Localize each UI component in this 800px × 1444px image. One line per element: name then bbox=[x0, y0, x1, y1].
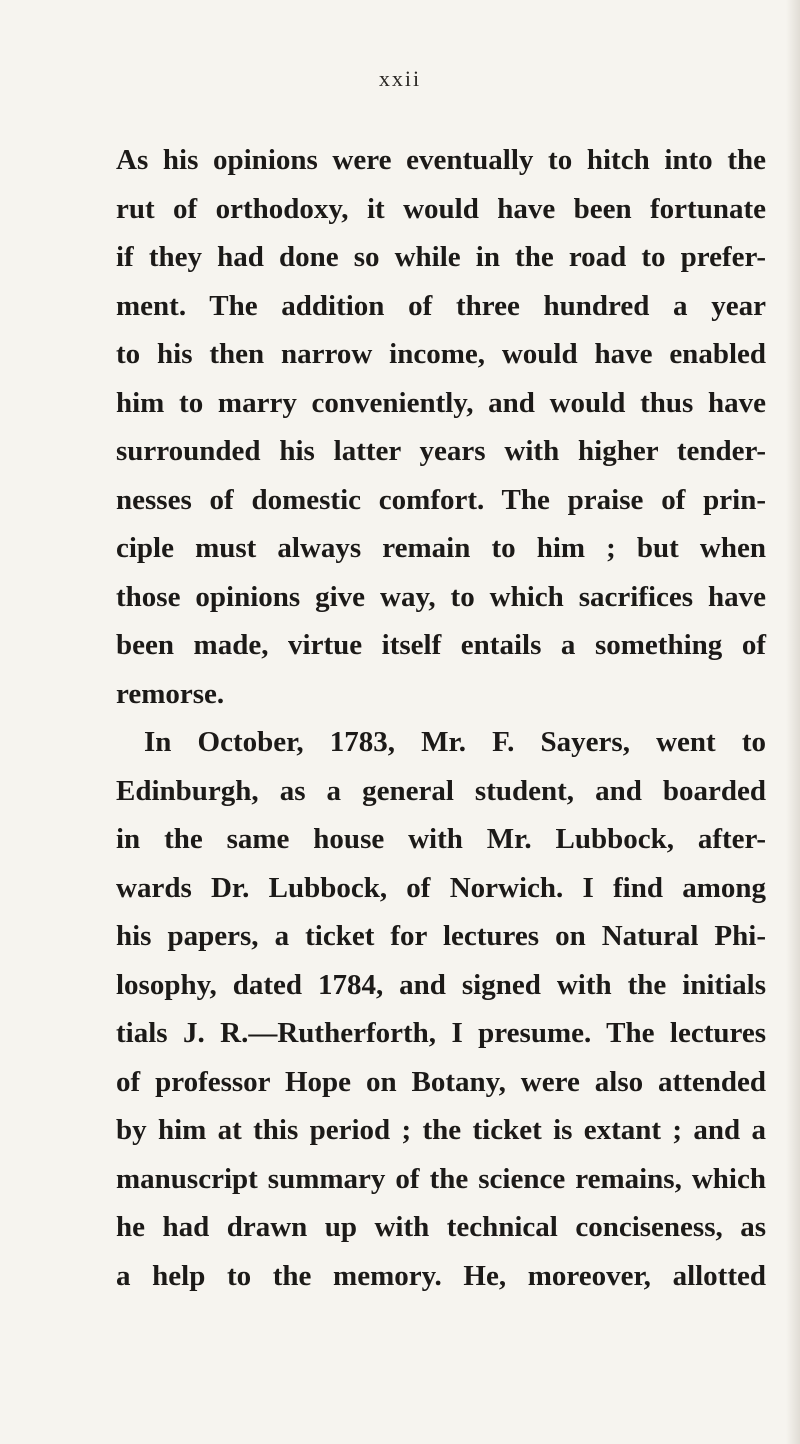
text-line: his papers, a ticket for lectures on Natural Phi- bbox=[116, 920, 766, 952]
text-line: he had drawn up with technical conciseness, as bbox=[116, 1211, 766, 1243]
text-line: wards Dr. Lubbock, of Norwich. I find among bbox=[116, 871, 766, 904]
text-line: if they had done so while in the road to prefer- bbox=[116, 241, 766, 273]
text-line: a help to the memory. He, moreover, allotted bbox=[116, 1259, 766, 1292]
page-number: xxii bbox=[378, 66, 422, 91]
text-line: tials J. R.—Rutherforth, I presume. The lectures bbox=[116, 1017, 766, 1049]
text-line: ment. The addition of three hundred a year bbox=[116, 289, 766, 322]
text-line: those opinions give way, to which sacrifices have bbox=[116, 580, 766, 613]
text-line: nesses of domestic comfort. The praise of prin- bbox=[116, 483, 766, 516]
text-line: by him at this period ; the ticket is extant ; and a bbox=[116, 1114, 766, 1146]
text-line: manuscript summary of the science remains, which bbox=[116, 1162, 766, 1195]
text-line: to his then narrow income, would have enabled bbox=[116, 338, 766, 370]
text-line: in the same house with Mr. Lubbock, after- bbox=[116, 823, 766, 855]
text-line: losophy, dated 1784, and signed with the initials bbox=[116, 968, 766, 1001]
text-line: Edinburgh, as a general student, and boarded bbox=[116, 774, 766, 807]
text-line: ciple must always remain to him ; but when bbox=[116, 532, 766, 564]
text-line: In October, 1783, Mr. F. Sayers, went to bbox=[144, 726, 766, 758]
text-line: As his opinions were eventually to hitch into the bbox=[116, 144, 766, 176]
text-line: remorse. bbox=[116, 677, 225, 710]
text-line: of professor Hope on Botany, were also attended bbox=[116, 1065, 766, 1098]
page-edge-shadow bbox=[786, 0, 800, 1444]
body-text bbox=[116, 136, 766, 1300]
text-line: surrounded his latter years with higher tender- bbox=[116, 435, 766, 467]
text-line: rut of orthodoxy, it would have been fortunate bbox=[116, 192, 766, 225]
text-line: him to marry conveniently, and would thus have bbox=[116, 386, 766, 419]
text-line: been made, virtue itself entails a something of bbox=[116, 629, 766, 661]
